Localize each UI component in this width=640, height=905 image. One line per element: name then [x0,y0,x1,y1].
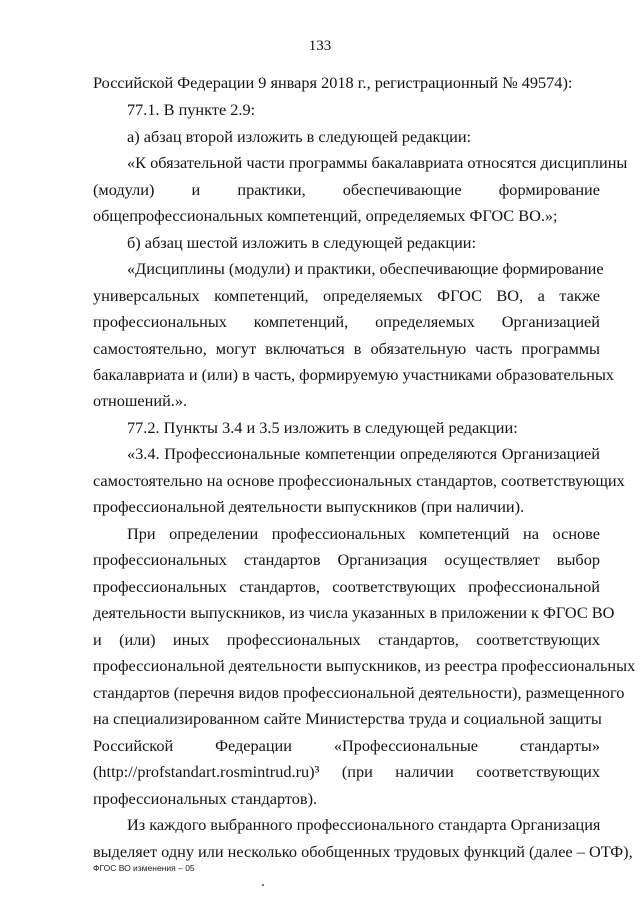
text-line: Российской Федерации «Профессиональные стандарты» [93,736,600,755]
text-line: отношений.». [93,391,188,410]
text-line: профессиональных компетенций, определяемых Организацией [93,312,600,331]
text-line: «Дисциплины (модули) и практики, обеспечивающие формирование [127,259,604,278]
text-line: При определении профессиональных компетенций на основе [127,524,600,543]
scan-speck [262,884,264,886]
text-line: профессиональных стандартов, соответствующих профессиональной [93,577,600,596]
text-line: а) абзац второй изложить в следующей редакции: [127,127,472,146]
page-number: 133 [308,38,332,54]
text-line: 77.2. Пункты 3.4 и 3.5 изложить в следующей редакции: [127,418,518,437]
text-line: самостоятельно, могут включаться в обязательную часть программы [93,339,600,358]
footer-label: ФГОС ВО изменения – 05 [93,863,195,873]
text-line: бакалавриата и (или) в часть, формируемую участниками образовательных [93,365,615,384]
text-line: общепрофессиональных компетенций, определяемых ФГОС ВО.»; [93,206,558,225]
text-line: профессиональной деятельности выпускников (при наличии). [93,497,525,516]
text-line: 77.1. В пункте 2.9: [127,100,256,119]
text-line: профессиональных стандартов Организация осуществляет выбор [93,550,600,569]
text-line: Из каждого выбранного профессионального стандарта Организация [127,815,601,834]
text-line: деятельности выпускников, из числа указанных в приложении к ФГОС ВО [93,603,615,622]
text-line: Российской Федерации 9 января 2018 г., регистрационный № 49574): [93,73,573,92]
text-line: б) абзац шестой изложить в следующей редакции: [127,233,477,252]
text-line: профессиональных стандартов). [93,789,318,808]
text-line: «К обязательной части программы бакалавриата относятся дисциплины [127,153,628,172]
text-line: «3.4. Профессиональные компетенции определяются Организацией [127,444,600,463]
text-line: универсальных компетенций, определяемых ФГОС ВО, а также [93,286,600,305]
text-line: (http://profstandart.rosmintrud.ru)³ (при наличии соответствующих [93,762,600,781]
text-line: и (или) иных профессиональных стандартов, соответствующих [93,630,600,649]
text-line: (модули) и практики, обеспечивающие формирование [93,180,600,199]
text-line: на специализированном сайте Министерства труда и социальной защиты [93,709,602,728]
text-line: самостоятельно на основе профессиональных стандартов, соответствующих [93,471,625,490]
text-line: выделяет одну или несколько обобщенных трудовых функций (далее – ОТФ), [93,842,633,861]
text-line: профессиональной деятельности выпускников, из реестра профессиональных [93,656,636,675]
text-line: стандартов (перечня видов профессиональной деятельности), размещенного [93,683,625,702]
